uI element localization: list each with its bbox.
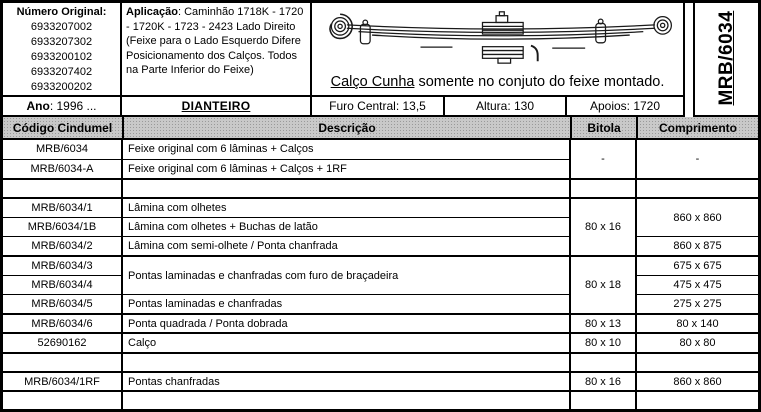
cell-descricao: Feixe original com 6 lâminas + Calços bbox=[122, 140, 570, 159]
numero-original-item: 6933207002 bbox=[30, 21, 93, 33]
cell-comprimento bbox=[636, 353, 758, 372]
cell-codigo: MRB/6034/1RF bbox=[3, 372, 122, 391]
cell-codigo: MRB/6034/3 bbox=[3, 256, 122, 275]
header-codigo: Código Cindumel bbox=[12, 120, 113, 135]
cell-codigo bbox=[3, 179, 122, 198]
part-code-label: MRB/6034 bbox=[715, 10, 737, 106]
diagram-caption bbox=[312, 71, 683, 95]
table-row bbox=[3, 140, 758, 159]
cell-descricao: Pontas chanfradas bbox=[122, 372, 570, 391]
table-header-row bbox=[3, 117, 758, 140]
numero-original-label: Número Original: bbox=[16, 6, 107, 18]
ano-cell bbox=[3, 97, 122, 117]
cell-comprimento: 860 x 875 bbox=[636, 237, 758, 256]
numero-original-item: 6933207402 bbox=[30, 66, 93, 78]
cell-comprimento: 80 x 80 bbox=[636, 333, 758, 352]
numero-original-item: 6933200102 bbox=[30, 51, 93, 63]
cell-descricao: Pontas laminadas e chanfradas bbox=[122, 295, 570, 314]
cell-codigo bbox=[3, 391, 122, 411]
cell-comprimento: 675 x 675 bbox=[636, 256, 758, 275]
part-code-box bbox=[693, 3, 758, 117]
cell-bitola: 80 x 18 bbox=[570, 256, 636, 314]
table-row bbox=[3, 372, 758, 391]
table-row bbox=[3, 333, 758, 352]
altura-cell: Altura: 130 bbox=[445, 97, 567, 117]
diagram-box bbox=[312, 3, 685, 97]
cell-bitola: - bbox=[570, 140, 636, 179]
cell-comprimento bbox=[636, 179, 758, 198]
cell-codigo: 52690162 bbox=[3, 333, 122, 352]
cell-codigo: MRB/6034/6 bbox=[3, 314, 122, 333]
cell-descricao: Pontas laminadas e chanfradas com furo de braçadeira bbox=[122, 256, 570, 295]
header-descricao: Descrição bbox=[122, 117, 570, 138]
cell-codigo: MRB/6034-A bbox=[3, 159, 122, 178]
numero-original-item: 6933200202 bbox=[30, 81, 93, 93]
ano-label: Ano bbox=[26, 99, 50, 113]
cell-descricao: Ponta quadrada / Ponta dobrada bbox=[122, 314, 570, 333]
table-row-empty bbox=[3, 391, 758, 411]
table-row bbox=[3, 237, 758, 256]
cell-codigo: MRB/6034/5 bbox=[3, 295, 122, 314]
cell-descricao: Feixe original com 6 lâminas + Calços + 1RF bbox=[122, 159, 570, 178]
cell-descricao bbox=[122, 353, 570, 372]
cell-bitola bbox=[570, 391, 636, 411]
caption-rest: somente no conjuto do feixe montado. bbox=[414, 74, 665, 90]
cell-bitola: 80 x 16 bbox=[570, 198, 636, 256]
cell-comprimento: - bbox=[636, 140, 758, 179]
parts-table-wrap bbox=[3, 140, 758, 411]
cell-descricao bbox=[122, 391, 570, 411]
cell-codigo: MRB/6034/1B bbox=[3, 217, 122, 236]
leaf-spring-icon bbox=[312, 3, 683, 71]
cell-descricao bbox=[122, 179, 570, 198]
cell-bitola: 80 x 13 bbox=[570, 314, 636, 333]
parts-table bbox=[3, 140, 758, 411]
cell-codigo: MRB/6034/1 bbox=[3, 198, 122, 217]
cell-bitola: 80 x 16 bbox=[570, 372, 636, 391]
caption-underlined: Calço Cunha bbox=[330, 74, 415, 90]
cell-codigo bbox=[3, 353, 122, 372]
table-row-empty bbox=[3, 353, 758, 372]
cell-codigo: MRB/6034/4 bbox=[3, 275, 122, 294]
furo-central-cell: Furo Central: 13,5 bbox=[312, 97, 445, 117]
numero-original-box bbox=[3, 3, 122, 97]
table-row bbox=[3, 198, 758, 217]
apoios-cell: Apoios: 1720 bbox=[567, 97, 685, 117]
table-row bbox=[3, 314, 758, 333]
cell-bitola: 80 x 10 bbox=[570, 333, 636, 352]
aplicacao-label: Aplicação bbox=[126, 6, 178, 18]
numero-original-item: 6933207302 bbox=[30, 36, 93, 48]
aplicacao-box bbox=[122, 3, 312, 97]
cell-codigo: MRB/6034 bbox=[36, 143, 88, 156]
cell-comprimento: 275 x 275 bbox=[636, 295, 758, 314]
cell-comprimento: 860 x 860 bbox=[636, 198, 758, 237]
cell-codigo: MRB/6034/2 bbox=[3, 237, 122, 256]
cell-comprimento: 860 x 860 bbox=[636, 372, 758, 391]
table-row bbox=[3, 295, 758, 314]
cell-comprimento bbox=[636, 391, 758, 411]
cell-descricao: Lâmina com olhetes + Buchas de latão bbox=[122, 217, 570, 236]
cell-bitola bbox=[570, 179, 636, 198]
cell-descricao: Lâmina com olhetes bbox=[122, 198, 570, 217]
cell-comprimento: 475 x 475 bbox=[636, 275, 758, 294]
header-bitola: Bitola bbox=[570, 117, 636, 138]
cell-bitola bbox=[570, 353, 636, 372]
header-comprimento: Comprimento bbox=[636, 117, 758, 138]
cell-comprimento: 80 x 140 bbox=[636, 314, 758, 333]
cell-descricao: Calço bbox=[122, 333, 570, 352]
dianteiro-cell: DIANTEIRO bbox=[122, 97, 312, 117]
table-row bbox=[3, 256, 758, 275]
top-section bbox=[3, 3, 758, 117]
table-row-empty bbox=[3, 179, 758, 198]
aplicacao-text: : Caminhão 1718K - 1720 - 1720K - 1723 - 2423 Lado Direito (Feixe para o Lado Esquerdo Difere Posicionamento dos Calços. Todos na Parte Inferior do Feixe) bbox=[126, 6, 304, 77]
cell-descricao: Lâmina com semi-olhete / Ponta chanfrada bbox=[122, 237, 570, 256]
ano-value: : 1996 ... bbox=[49, 99, 97, 113]
